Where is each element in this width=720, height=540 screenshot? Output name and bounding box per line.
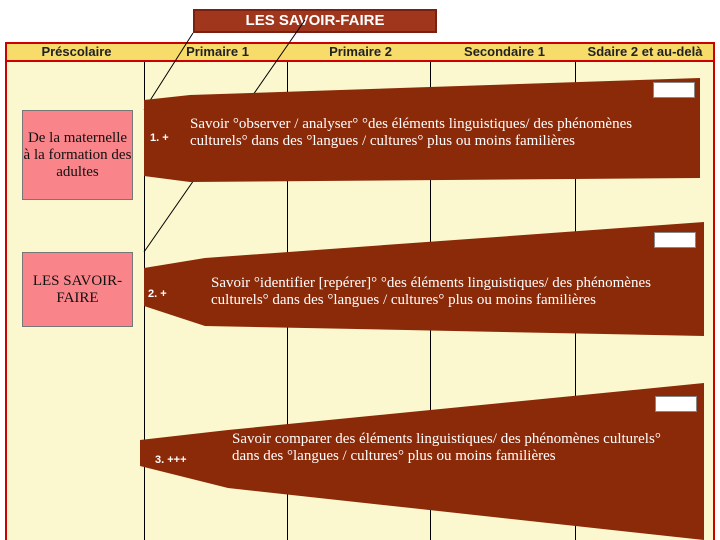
return-icon — [653, 82, 695, 98]
item-1-text: Savoir °observer / analyser° °des éléments linguistiques/ des phénomènes culturels° dans des °langues / cultures° plus ou moins familières — [190, 116, 633, 149]
return-icon — [655, 396, 697, 412]
item-1-number: 1. + — [150, 132, 169, 144]
column-header-secondaire-1: Secondaire 1 — [464, 44, 545, 59]
item-2-text: Savoir °identifier [repérer]° °des éléments linguistiques/ des phénomènes culturels° dans des °langues / cultures° plus ou moins familières — [211, 275, 651, 308]
item-3-text: Savoir comparer des éléments linguistiques/ des phénomènes culturels° dans des °langues / cultures° plus ou moins familières — [232, 431, 661, 464]
left-box-title: LES SAVOIR-FAIRE — [22, 252, 133, 327]
column-header-prescolaire: Préscolaire — [41, 44, 112, 59]
return-icon — [654, 232, 696, 248]
column-header-secondaire-2: Sdaire 2 et au-delà — [587, 44, 703, 59]
item-3-number: 3. +++ — [155, 454, 187, 466]
column-header-primaire-1: Primaire 1 — [186, 44, 249, 59]
column-header-primaire-2: Primaire 2 — [329, 44, 392, 59]
title-box: LES SAVOIR-FAIRE — [193, 9, 437, 33]
left-box-scope: De la maternelle à la formation des adultes — [22, 110, 133, 200]
item-2-number: 2. + — [148, 288, 167, 300]
